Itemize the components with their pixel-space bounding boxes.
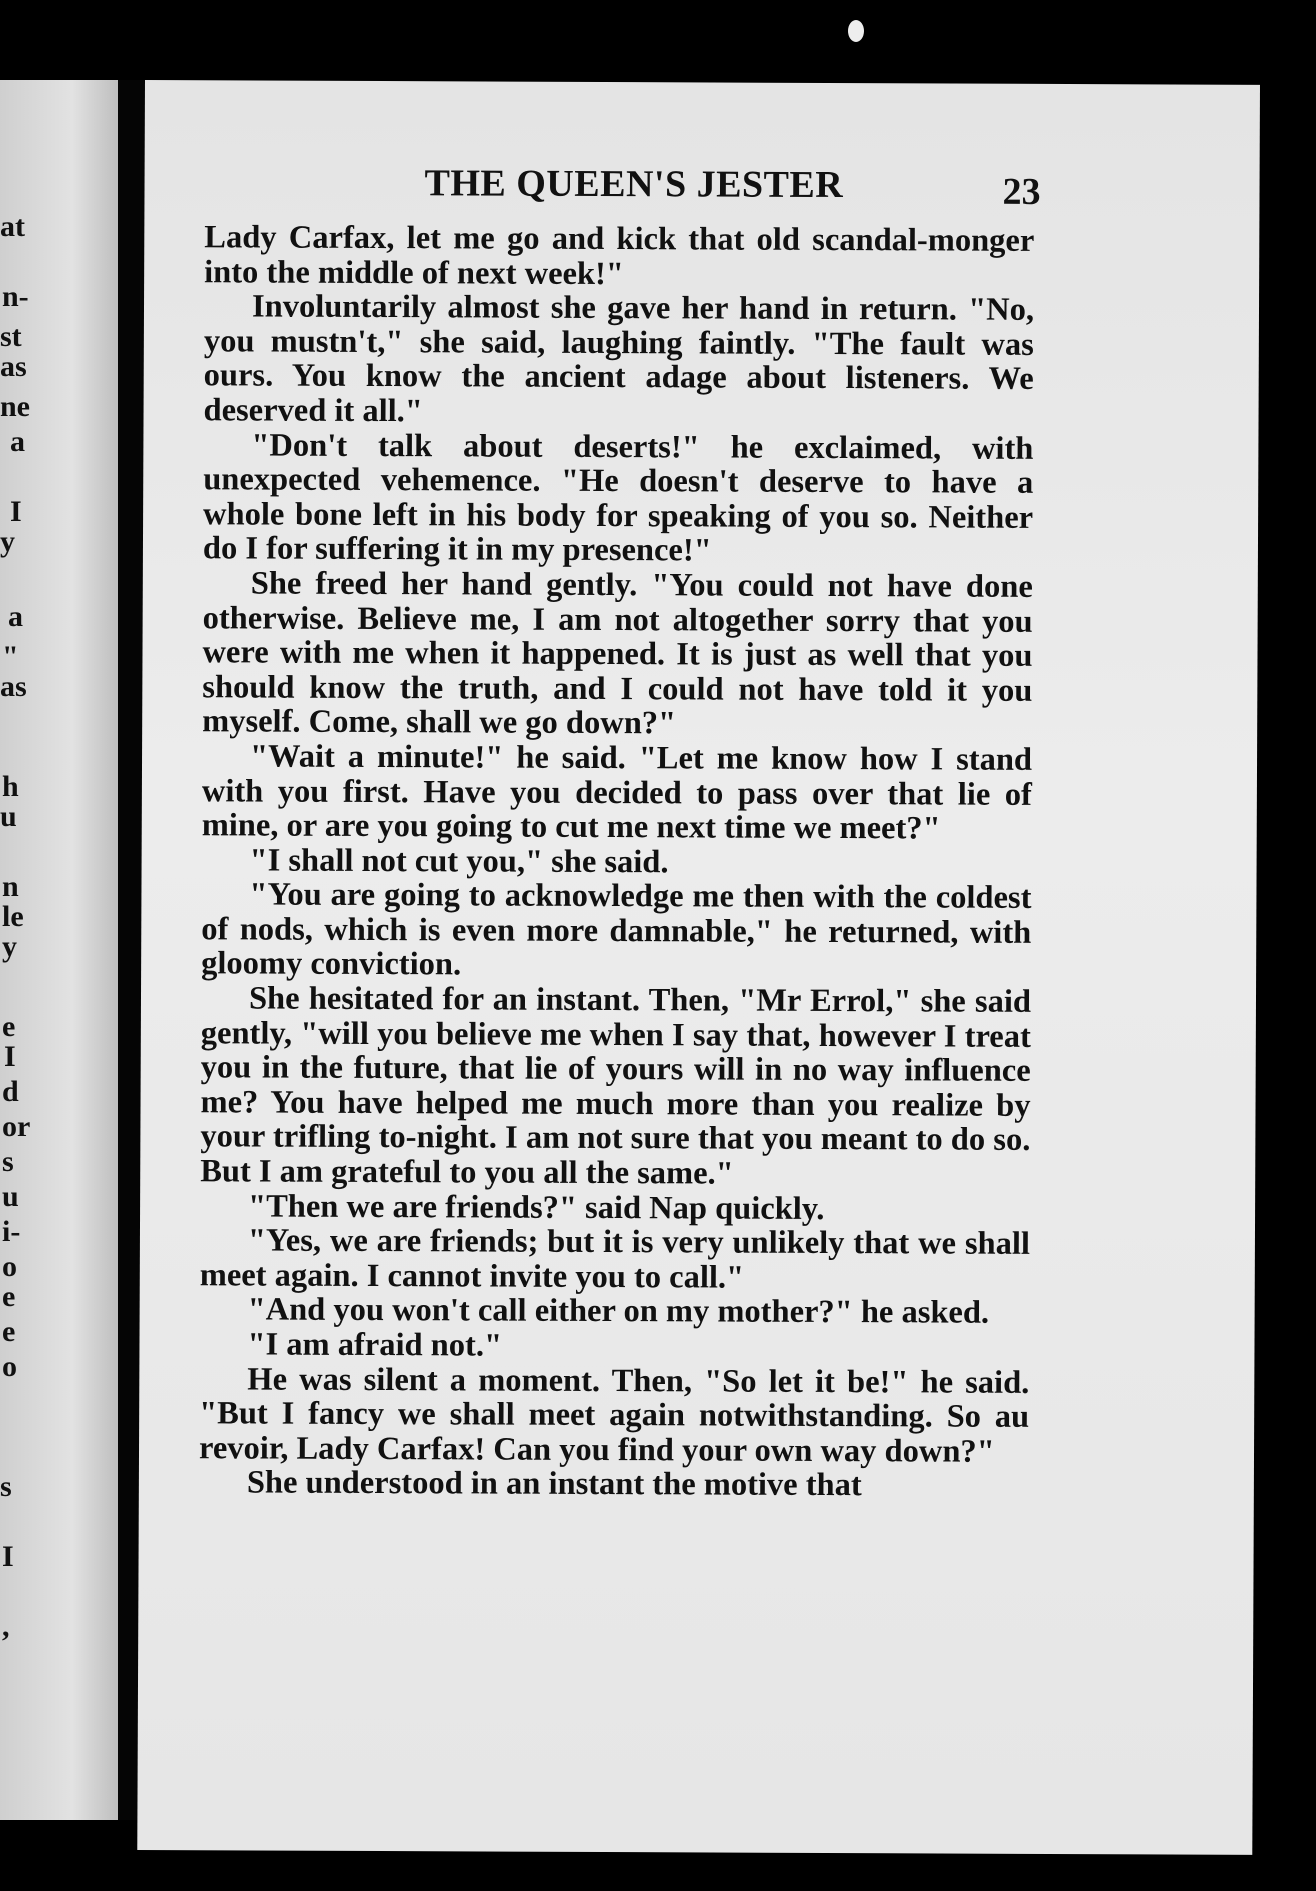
left-page-fragment: y — [0, 525, 15, 558]
left-page-fragment: d — [2, 1075, 19, 1108]
left-page-fragment: or — [2, 1110, 31, 1143]
paragraph: Involuntarily almost she gave her hand in return. "No, you mustn't," she said, laughing faintly. "The fault was ours. You know the ancient adage about listeners. We deserved it all." — [203, 288, 1035, 430]
paragraph: "Wait a minute!" he said. "Let me know how I stand with you first. Have you decided to pass over that lie of mine, or are you going to cut me next time we meet?" — [201, 738, 1033, 847]
paragraph: She hesitated for an instant. Then, "Mr Errol," she said gently, "will you believe me when I say that, however I treat you in the future, that lie of yours will in no way influence me? You have helped me much more than you realize by your trifling to-night. I am not sure that you meant to do so. But I am grateful to you all the same." — [200, 980, 1032, 1192]
left-page-fragment: h — [2, 770, 19, 803]
paragraph: "Yes, we are friends; but it is very unlikely that we shall meet again. I cannot invite you to call." — [199, 1222, 1031, 1296]
left-page-fragment: i- — [2, 1215, 21, 1248]
left-page-fragment: I — [2, 1540, 14, 1573]
left-page-fragment: n- — [2, 280, 29, 313]
running-title: THE QUEEN'S JESTER — [424, 162, 844, 207]
page-header — [144, 160, 1259, 215]
left-page-fragment: I — [10, 495, 22, 528]
left-page-fragment: u — [2, 1180, 19, 1213]
left-page-fragment: u — [0, 800, 17, 833]
left-page-fragment: as — [0, 670, 27, 703]
left-page-fragment: " — [2, 640, 19, 673]
book-page — [137, 80, 1260, 1855]
paragraph: Lady Carfax, let me go and kick that old scandal-monger into the middle of next week!" — [204, 219, 1035, 292]
paragraph: "And you won't call either on my mother?" he asked. — [247, 1291, 990, 1332]
left-page-fragment: st — [0, 320, 22, 353]
paragraph: She understood in an instant the motive that — [246, 1464, 862, 1504]
paragraph: "I am afraid not." — [247, 1326, 503, 1364]
left-page-fragment: s — [2, 1145, 14, 1178]
left-page-fragment: e — [2, 1280, 16, 1313]
left-page-fragment: e — [2, 1315, 16, 1348]
left-page-fragment: as — [0, 350, 27, 383]
left-page-fragment: y — [2, 930, 17, 963]
left-page-fragment: a — [8, 600, 23, 633]
paragraph: "You are going to acknowledge me then with the coldest of nods, which is even more damnable," he returned, with gloomy conviction. — [201, 876, 1032, 983]
left-page-fragment: n — [2, 870, 19, 903]
paragraph: She freed her hand gently. "You could not have done otherwise. Believe me, I am not altogether sorry that you were with me when it happened. It is just as well that you should know the truth, and I could not have told it you myself. Come, shall we go down?" — [202, 565, 1033, 742]
left-page-fragment: ne — [0, 390, 30, 423]
left-page-fragment: o — [2, 1250, 17, 1283]
scan-speck — [848, 20, 864, 42]
left-page-fragment: a — [10, 425, 25, 458]
left-page-text-fragments — [0, 80, 120, 1820]
paragraph: "I shall not cut you," she said. — [249, 842, 669, 880]
left-page-fragment: e — [2, 1010, 16, 1043]
left-page-fragment: o — [2, 1350, 17, 1383]
left-page-edge — [0, 80, 120, 1820]
body-text — [199, 220, 1035, 1504]
left-page-fragment: I — [4, 1040, 16, 1073]
left-page-fragment: , — [2, 1610, 10, 1643]
paragraph: "Don't talk about deserts!" he exclaimed, with unexpected vehemence. "He doesn't deserve to have a whole bone left in his body for speaking of you so. Neither do I for suffering it in my presence!" — [202, 427, 1034, 569]
left-page-fragment: at — [0, 210, 25, 243]
left-page-fragment: s — [0, 1470, 12, 1503]
paragraph: He was silent a moment. Then, "So let it be!" he said. "But I fancy we shall meet again notwithstanding. So au revoir, Lady Carfax! Can you find your own way down?" — [198, 1361, 1030, 1470]
paragraph: "Then we are friends?" said Nap quickly. — [248, 1188, 825, 1227]
page-number: 23 — [1002, 170, 1041, 213]
left-page-fragment: le — [2, 900, 24, 933]
